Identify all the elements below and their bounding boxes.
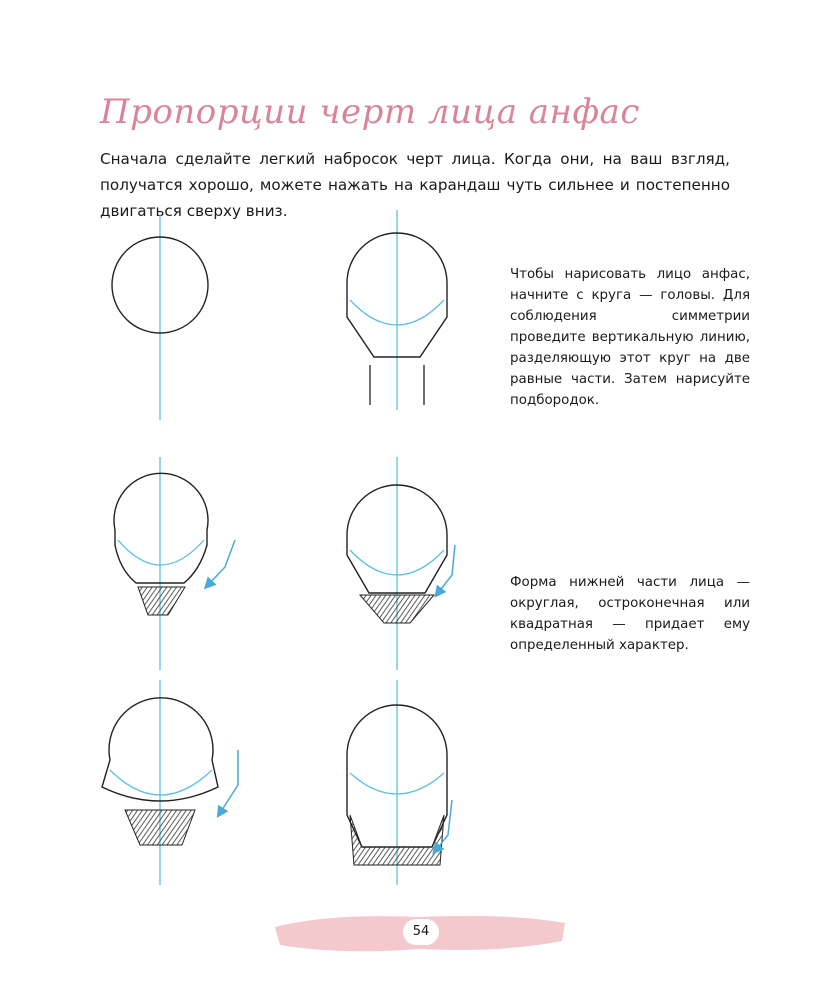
note-chin-shapes: Форма нижней части лица — округлая, остроконечная или квадратная — придает ему определенный характер.: [510, 575, 750, 653]
sketch-round-chin: [114, 457, 235, 670]
sketch-wide-jaw: [102, 680, 238, 885]
sketch-head-chin: [347, 210, 447, 410]
note-circle-step: Чтобы нарисовать лицо анфас, начните с круга — головы. Для соблюдения симметрии проведите вертикальную линию, разделяющую этот круг на две равные части. Затем нарисуйте подбородок.: [510, 267, 750, 408]
sketch-pointed-chin: [347, 457, 455, 670]
page-number: 54: [403, 919, 439, 945]
sketch-head-circle: [112, 215, 208, 420]
page-title: Пропорции черт лица анфас: [100, 92, 640, 132]
sketch-square-chin: [347, 680, 452, 885]
sketches-illustration: [60, 195, 480, 915]
intro-paragraph: Сначала сделайте легкий набросок черт лица. Когда они, на ваш взгляд, получатся хорошо, можете нажать на карандаш чуть сильнее и постепенно двигаться сверху вниз.: [100, 150, 730, 220]
